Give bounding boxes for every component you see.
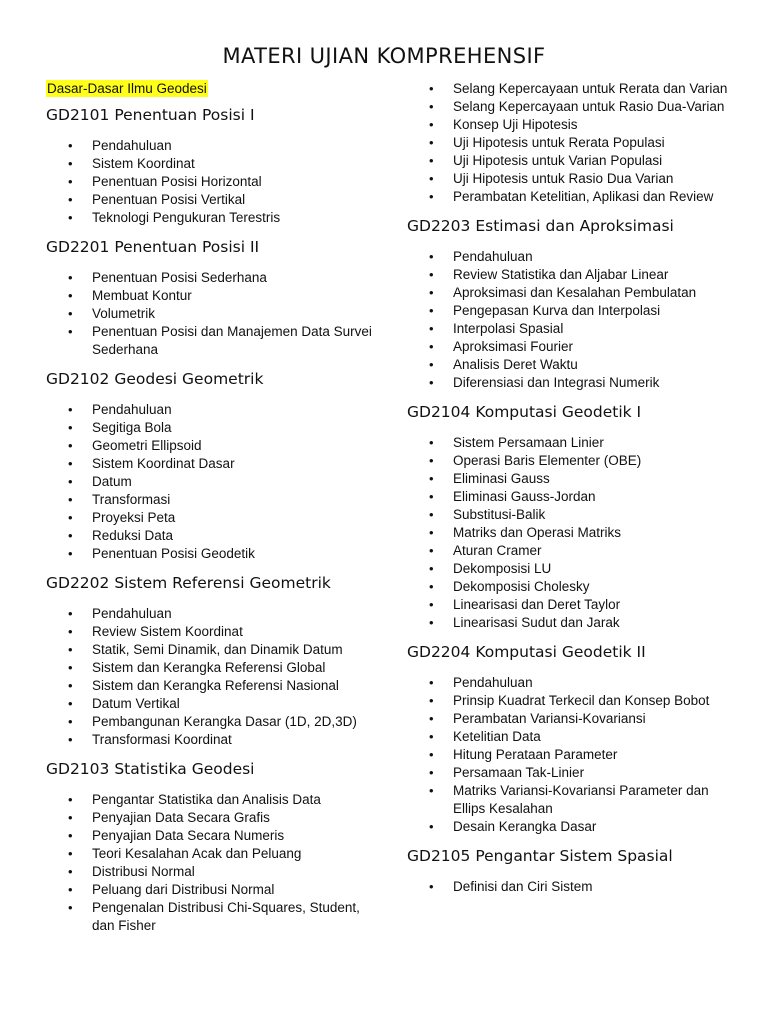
list-item: • Datum Vertikal — [46, 695, 386, 713]
list-item: • Sistem Persamaan Linier — [407, 434, 737, 452]
list-item: • Desain Kerangka Dasar — [407, 818, 737, 836]
list-item: • Prinsip Kuadrat Terkecil dan Konsep Bobot — [407, 692, 737, 710]
course-heading: GD2102 Geodesi Geometrik — [46, 370, 264, 388]
list-item: • Uji Hipotesis untuk Rerata Populasi — [407, 134, 737, 152]
list-item: • Sistem dan Kerangka Referensi Nasional — [46, 677, 386, 695]
list-item: • Transformasi — [46, 491, 386, 509]
list-item: • Selang Kepercayaan untuk Rerata dan Varian — [407, 80, 737, 98]
list-item: • Penyajian Data Secara Grafis — [46, 809, 386, 827]
list-item: • Konsep Uji Hipotesis — [407, 116, 737, 134]
course-section — [46, 237, 386, 359]
list-item: • Analisis Deret Waktu — [407, 356, 737, 374]
list-item: • Pendahuluan — [407, 674, 737, 692]
topic-list — [407, 434, 737, 632]
list-item: • Pengantar Statistika dan Analisis Data — [46, 791, 386, 809]
list-item: • Proyeksi Peta — [46, 509, 386, 527]
list-item: • Linearisasi dan Deret Taylor — [407, 596, 737, 614]
course-section — [407, 216, 737, 392]
list-item: • Definisi dan Ciri Sistem — [407, 878, 737, 896]
list-item: • Persamaan Tak-Linier — [407, 764, 737, 782]
list-item: • Sistem dan Kerangka Referensi Global — [46, 659, 386, 677]
list-item: • Penentuan Posisi dan Manajemen Data Survei Sederhana — [46, 323, 386, 359]
list-item: • Dekomposisi LU — [407, 560, 737, 578]
list-item: • Membuat Kontur — [46, 287, 386, 305]
left-sections — [46, 105, 386, 935]
list-item: • Review Statistika dan Aljabar Linear — [407, 266, 737, 284]
course-heading: GD2104 Komputasi Geodetik I — [407, 403, 642, 421]
topic-list — [46, 401, 386, 563]
course-heading: GD2103 Statistika Geodesi — [46, 760, 255, 778]
list-item: • Uji Hipotesis untuk Rasio Dua Varian — [407, 170, 737, 188]
list-item: • Selang Kepercayaan untuk Rasio Dua-Varian — [407, 98, 737, 116]
list-item: • Aproksimasi dan Kesalahan Pembulatan — [407, 284, 737, 302]
list-item: • Perambatan Ketelitian, Aplikasi dan Review — [407, 188, 737, 206]
list-item: • Teori Kesalahan Acak dan Peluang — [46, 845, 386, 863]
list-item: • Pengenalan Distribusi Chi-Squares, Student, dan Fisher — [46, 899, 386, 935]
list-item: • Transformasi Koordinat — [46, 731, 386, 749]
right-sections — [407, 216, 737, 896]
course-section — [46, 369, 386, 563]
list-item: • Datum — [46, 473, 386, 491]
list-item: • Reduksi Data — [46, 527, 386, 545]
course-section — [46, 759, 386, 935]
course-section — [407, 642, 737, 836]
topic-list — [407, 248, 737, 392]
list-item: • Operasi Baris Elementer (OBE) — [407, 452, 737, 470]
course-heading: GD2204 Komputasi Geodetik II — [407, 643, 646, 661]
list-item: • Sistem Koordinat — [46, 155, 386, 173]
course-section — [46, 105, 386, 227]
list-item: • Pendahuluan — [407, 248, 737, 266]
list-item: • Linearisasi Sudut dan Jarak — [407, 614, 737, 632]
list-item: • Penentuan Posisi Horizontal — [46, 173, 386, 191]
list-item: • Eliminasi Gauss-Jordan — [407, 488, 737, 506]
topic-list — [46, 137, 386, 227]
list-item: • Sistem Koordinat Dasar — [46, 455, 386, 473]
list-item: • Penentuan Posisi Sederhana — [46, 269, 386, 287]
list-item: • Statik, Semi Dinamik, dan Dinamik Datum — [46, 641, 386, 659]
list-item: • Distribusi Normal — [46, 863, 386, 881]
list-item: • Penentuan Posisi Vertikal — [46, 191, 386, 209]
list-item: • Segitiga Bola — [46, 419, 386, 437]
list-item: • Review Sistem Koordinat — [46, 623, 386, 641]
list-item: • Aturan Cramer — [407, 542, 737, 560]
continued-items — [407, 80, 737, 206]
list-item: • Volumetrik — [46, 305, 386, 323]
list-item: • Matriks Variansi-Kovariansi Parameter dan Ellips Kesalahan — [407, 782, 737, 818]
left-column — [46, 80, 386, 945]
topic-list — [46, 605, 386, 749]
topic-list — [46, 791, 386, 935]
right-column — [407, 80, 737, 906]
list-item: • Uji Hipotesis untuk Varian Populasi — [407, 152, 737, 170]
course-section — [46, 573, 386, 749]
list-item: • Pendahuluan — [46, 605, 386, 623]
list-item: • Teknologi Pengukuran Terestris — [46, 209, 386, 227]
list-item: • Penyajian Data Secara Numeris — [46, 827, 386, 845]
list-item: • Ketelitian Data — [407, 728, 737, 746]
course-section — [407, 846, 737, 896]
list-item: • Pendahuluan — [46, 401, 386, 419]
course-heading: GD2105 Pengantar Sistem Spasial — [407, 847, 673, 865]
list-item: • Dekomposisi Cholesky — [407, 578, 737, 596]
course-section — [407, 402, 737, 632]
list-item: • Perambatan Variansi-Kovariansi — [407, 710, 737, 728]
list-item: • Substitusi-Balik — [407, 506, 737, 524]
category-highlight: Dasar-Dasar Ilmu Geodesi — [47, 81, 207, 96]
list-item: • Diferensiasi dan Integrasi Numerik — [407, 374, 737, 392]
list-item: • Pengepasan Kurva dan Interpolasi — [407, 302, 737, 320]
topic-list — [46, 269, 386, 359]
course-heading: GD2101 Penentuan Posisi I — [46, 106, 255, 124]
list-item: • Pembangunan Kerangka Dasar (1D, 2D,3D) — [46, 713, 386, 731]
course-heading: GD2203 Estimasi dan Aproksimasi — [407, 217, 674, 235]
topic-list — [407, 674, 737, 836]
list-item: • Hitung Perataan Parameter — [407, 746, 737, 764]
course-heading: GD2202 Sistem Referensi Geometrik — [46, 574, 331, 592]
document-title: MATERI UJIAN KOMPREHENSIF — [222, 44, 546, 68]
list-item: • Geometri Ellipsoid — [46, 437, 386, 455]
list-item: • Pendahuluan — [46, 137, 386, 155]
topic-list — [407, 878, 737, 896]
course-heading: GD2201 Penentuan Posisi II — [46, 238, 260, 256]
list-item: • Aproksimasi Fourier — [407, 338, 737, 356]
list-item: • Interpolasi Spasial — [407, 320, 737, 338]
list-item: • Peluang dari Distribusi Normal — [46, 881, 386, 899]
list-item: • Matriks dan Operasi Matriks — [407, 524, 737, 542]
list-item: • Eliminasi Gauss — [407, 470, 737, 488]
list-item: • Penentuan Posisi Geodetik — [46, 545, 386, 563]
continued-list — [407, 80, 737, 206]
